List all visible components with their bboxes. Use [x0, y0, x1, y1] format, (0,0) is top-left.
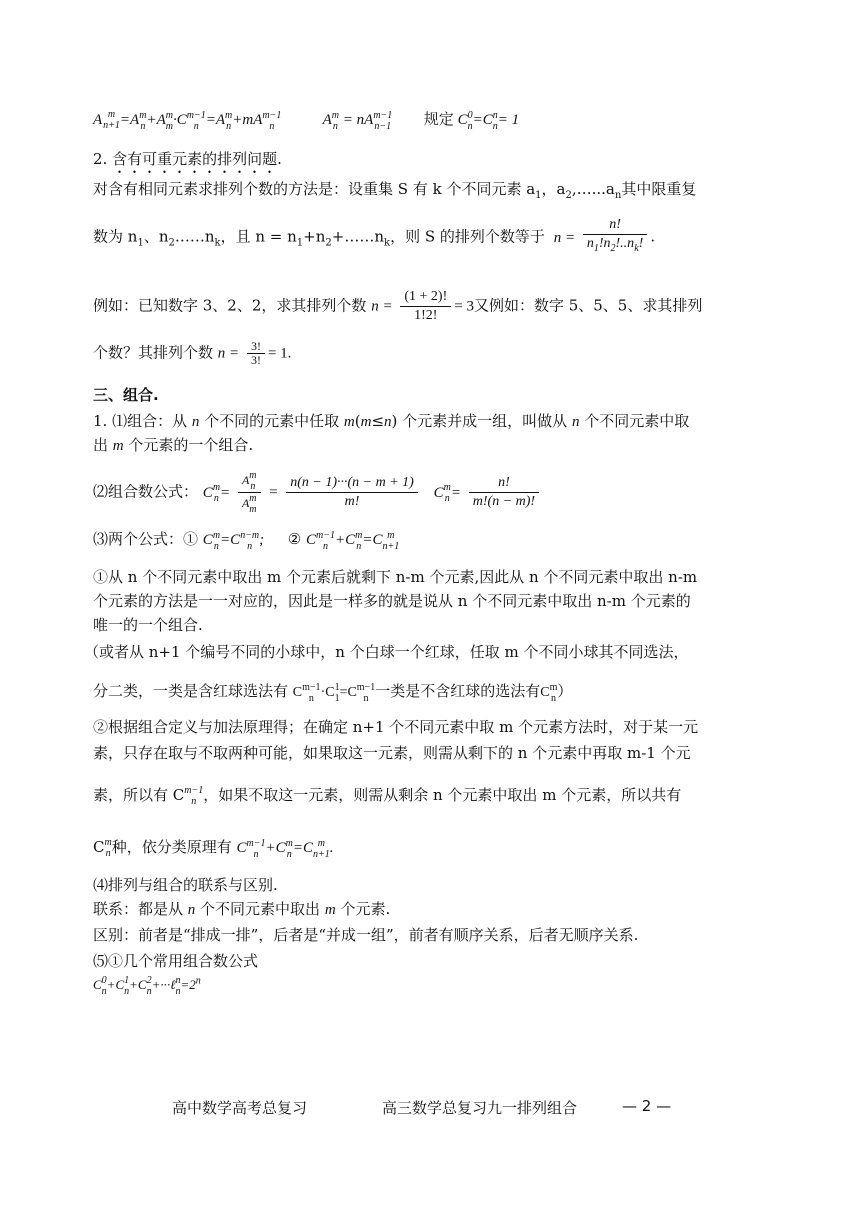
- text: 数为 n: [93, 227, 138, 246]
- text: 1. ⑴组合：从: [93, 412, 192, 430]
- s3-link: 联系：都是从 n 个不同元素中取出 m 个元素.: [93, 900, 391, 918]
- section-2-title: 含有可重元素的排列问题: [112, 150, 278, 168]
- s3-para1-line-3: 唯一的一个组合.: [93, 616, 203, 634]
- text: 又例如：数字 5、5、5、求其排列: [473, 296, 703, 315]
- binomial-sum-formula: C 0 n +C 1 n +C 2 n +···ℓ n n $=2^n$: [93, 975, 201, 998]
- text: 个元素.: [335, 900, 391, 918]
- text: 其中限重复: [621, 180, 697, 198]
- s2-paragraph-line-1: 对含有相同元素求排列个数的方法是：设重集 S 有 k 个不同元素 $a_1$，$a_2,\dots...a_n$其中限重复: [93, 180, 697, 201]
- text: 分二类，一类是含红球选法有: [93, 682, 289, 700]
- text: ②: [287, 530, 302, 548]
- rule-prefix: 规定: [423, 110, 454, 128]
- s3-item-1-line-2: 出 m 个元素的一个组合.: [93, 436, 254, 454]
- section-number: 2.: [93, 150, 113, 168]
- multiset-permutation-formula: $\frac{n!}{n_1!n_2!..n_k!}$: [583, 216, 647, 253]
- text: 个元素并成一组，叫做从: [397, 412, 572, 430]
- text: ，如果不取这一元素，则需从剩余 n 个元素中取出 m 个元素，所以共有: [203, 786, 682, 804]
- s3-item-2: ⑵组合数公式： C m n = A m n A m m = $\frac{n(n - 1)\cdot\cdot\cdot(n - m + 1)}{m!}$ C m n = $\frac{n!}{m!(n - m)!}$: [93, 470, 542, 515]
- s3-para2-line-2: 素，只存在取与不取两种可能，如果取这一元素，则需从剩下的 n 个元素中再取 m-1 个元: [93, 744, 691, 762]
- s3-para2-line-1: ②根据组合定义与加法原理得；在确定 n+1 个不同元素中取 m 个元素方法时，对于某一元: [93, 718, 699, 736]
- s3-diff: 区别：前者是“排成一排”，后者是“并成一组”，前者有顺序关系，后者无顺序关系.: [93, 926, 639, 944]
- text: ，则 S 的排列个数等于: [390, 227, 545, 246]
- footer-center: 高三数学总复习九一排列组合: [382, 1099, 578, 1117]
- s2-paragraph-line-2: 数为 $n_1$、$n_2\dots\dots n_k$，且 $n = n_1+n_2+\dots\dots n_k$，则 S 的排列个数等于 n = $\frac{n!}{n_1!n_2!..n_k!}$ .: [93, 217, 656, 254]
- text: 个数？其排列个数: [93, 343, 214, 362]
- section-2-heading: [93, 148, 282, 177]
- text: ⑶两个公式：①: [93, 530, 199, 548]
- s3-item-4: ⑷排列与组合的联系与区别.: [93, 876, 278, 894]
- text: 联系：都是从: [93, 900, 188, 918]
- text: 个不同的元素中任取: [199, 412, 344, 430]
- s3-item-3: ⑶两个公式：① C m n =C n−m n ; ② C m−1 n +C m n =C m n+1: [93, 529, 400, 552]
- text: ，且 n = n: [220, 227, 297, 246]
- text: 种，依分类原理有: [111, 838, 232, 856]
- section-3-heading: 三、组合.: [93, 386, 159, 404]
- text: 个不同元素中取出: [195, 900, 325, 918]
- text: 对含有相同元素求排列个数的方法是：设重集 S 有 k 个不同元素 a: [93, 180, 536, 198]
- s3-para2-line-3: 素，所以有 C m−1 n ，如果不取这一元素，则需从剩余 n 个元素中取出 m 个元素，所以共有: [93, 785, 682, 807]
- s2-example-1: 例如：已知数字 3、2、2，求其排列个数 n = $\frac{(1 + 2)!}{1!2!}$ = 3又例如：数字 5、5、5、求其排列: [93, 289, 703, 323]
- text: 素，所以有 C: [93, 786, 185, 804]
- s3-para1-line-4: （或者从 n+1 个编号不同的小球中，n 个白球一个红球，任取 m 个不同小球其不同选法，: [84, 643, 689, 661]
- text: ⑵组合数公式：: [93, 482, 199, 501]
- s3-para1-line-1: ①从 n 个不同元素中取出 m 个元素后就剩下 n-m 个元素,因此从 n 个不同元素中取出 n-m: [93, 568, 698, 586]
- text: 个不同元素中取: [579, 412, 690, 430]
- s3-para1-line-5: 分二类，一类是含红球选法有 C m−1 n ·C 1 1 =C m−1 n 一类是不含红球的选法有C m n ）: [93, 681, 573, 704]
- text: ）: [557, 682, 573, 700]
- s3-item-1-line-1: 1. ⑴组合：从 n 个不同的元素中任取 m(m≤n) 个元素并成一组，叫做从 n 个不同元素中取: [93, 412, 690, 430]
- s2-example-2: 个数？其排列个数 n = $\frac{3!}{3!}$ = 1.: [93, 339, 292, 367]
- text: 例如：已知数字 3、2、2，求其排列个数: [93, 296, 367, 315]
- s3-para2-line-4: C m n 种，依分类原理有 C m−1 n +C m n =C m n+1 .: [93, 837, 334, 860]
- text: C: [93, 838, 105, 856]
- text: 一类是不含红球的选法有: [375, 682, 541, 700]
- page-number: — 2 —: [622, 1097, 672, 1115]
- footer-left: 高中数学高考总复习: [172, 1099, 308, 1117]
- period: .: [277, 150, 282, 168]
- formula-line-permutation: A m n+1 =A m n +A m m ·C m−1 n =A m n +mA m−1 n A m n = nA m−1 n−1 规定 C 0 n =C n n = 1: [93, 109, 520, 132]
- text: 出: [93, 436, 113, 454]
- s3-item-5: ⑸①几个常用组合数公式: [93, 952, 259, 970]
- text: 个元素的一个组合.: [123, 436, 254, 454]
- s3-para1-line-2: 个元素的方法是一一对应的，因此是一样多的就是说从 n 个不同元素中取出 n-m 个元素的: [93, 592, 691, 610]
